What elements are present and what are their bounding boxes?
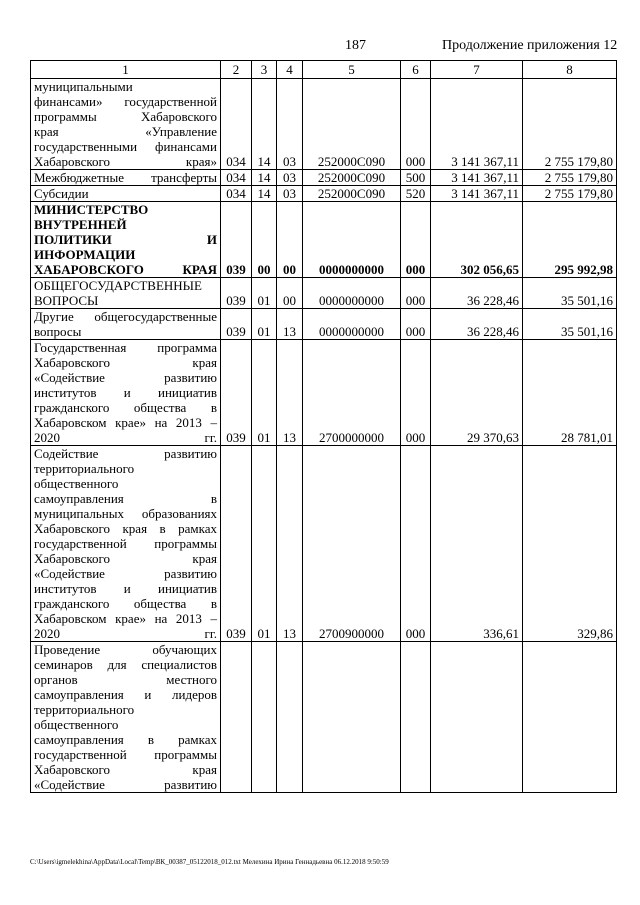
ministry-code: 034 <box>221 186 252 202</box>
ministry-code: 034 <box>221 170 252 186</box>
amount-2019: 3 141 367,11 <box>431 186 523 202</box>
target-article-code: 2700000000 <box>303 340 401 446</box>
section-code: 01 <box>252 309 277 340</box>
description-line: Государственная программа <box>34 340 217 355</box>
row-description <box>31 278 221 309</box>
expense-type-code: 000 <box>401 202 431 278</box>
row-description <box>31 446 221 642</box>
description-line: самоуправления в рамках <box>34 732 217 747</box>
column-header-4: 4 <box>277 61 303 79</box>
target-article-code: 252000С090 <box>303 186 401 202</box>
amount-2019: 29 370,63 <box>431 340 523 446</box>
description-line: муниципальных образованиях <box>34 506 217 521</box>
column-header-7: 7 <box>431 61 523 79</box>
description-line: общественного <box>34 717 119 732</box>
subsection-code: 13 <box>277 446 303 642</box>
column-header-8: 8 <box>523 61 617 79</box>
description-line: края «Управление <box>34 124 217 139</box>
description-line: «Содействие развитию <box>34 566 217 581</box>
description-line: Хабаровского края в рамках <box>34 521 217 536</box>
row-description <box>31 309 221 340</box>
description-line: государственными финансами <box>34 139 217 154</box>
amount-2019: 36 228,46 <box>431 309 523 340</box>
amount-2019: 302 056,65 <box>431 202 523 278</box>
table-row <box>31 278 617 309</box>
page-number: 187 <box>345 38 366 53</box>
subsection-code: 00 <box>277 278 303 309</box>
ministry-code: 039 <box>221 309 252 340</box>
row-description <box>31 186 221 202</box>
description-line: Хабаровского края <box>34 762 217 777</box>
ministry-code: 039 <box>221 340 252 446</box>
description-line: финансами» государственной <box>34 94 217 109</box>
subsection-code: 13 <box>277 340 303 446</box>
description-line: самоуправления и лидеров <box>34 687 217 702</box>
amount-2020: 329,86 <box>523 446 617 642</box>
description-line: Содействие развитию <box>34 446 217 461</box>
amount-2019: 3 141 367,11 <box>431 170 523 186</box>
subsection-code: 03 <box>277 79 303 170</box>
table-row <box>31 340 617 446</box>
description-line: Хабаровского края» <box>34 154 217 169</box>
expense-type-code: 000 <box>401 340 431 446</box>
ministry-code: 039 <box>221 278 252 309</box>
subsection-code: 03 <box>277 186 303 202</box>
section-code: 01 <box>252 278 277 309</box>
target-article-code <box>303 642 401 793</box>
expense-type-code: 500 <box>401 170 431 186</box>
description-line: институтов и инициатив <box>34 385 217 400</box>
amount-2020: 295 992,98 <box>523 202 617 278</box>
column-number-row <box>31 61 617 79</box>
ministry-code: 039 <box>221 446 252 642</box>
footer-file-path: C:\Users\igmelekhina\AppData\Local\Temp\ВК_00387_05122018_012.txt Мелехина Ирина Геннадьевна 06.12.2018 9:50:59 <box>30 858 389 866</box>
table-row <box>31 186 617 202</box>
amount-2020: 2 755 179,80 <box>523 79 617 170</box>
description-line: «Содействие развитию <box>34 370 217 385</box>
description-line: ОБЩЕГОСУДАРСТВЕННЫЕ <box>34 278 202 293</box>
description-line: государственной программы <box>34 747 217 762</box>
target-article-code: 252000С090 <box>303 79 401 170</box>
column-header-2: 2 <box>221 61 252 79</box>
description-line: общественного <box>34 476 119 491</box>
column-header-1: 1 <box>31 61 221 79</box>
expense-type-code: 000 <box>401 278 431 309</box>
target-article-code: 2700900000 <box>303 446 401 642</box>
description-line: Другие общегосударственные <box>34 309 217 324</box>
description-line: территориального <box>34 461 135 476</box>
expense-type-code: 520 <box>401 186 431 202</box>
ministry-code: 039 <box>221 202 252 278</box>
description-line: Межбюджетные трансферты <box>34 170 217 185</box>
row-description <box>31 170 221 186</box>
amount-2020: 35 501,16 <box>523 309 617 340</box>
description-line: МИНИСТЕРСТВО <box>34 202 149 217</box>
amount-2020: 35 501,16 <box>523 278 617 309</box>
ministry-code <box>221 642 252 793</box>
column-header-5: 5 <box>303 61 401 79</box>
subsection-code: 13 <box>277 309 303 340</box>
description-line: самоуправления в <box>34 491 217 506</box>
target-article-code: 252000С090 <box>303 170 401 186</box>
description-line: территориального <box>34 702 135 717</box>
description-line: Субсидии <box>34 186 89 201</box>
amount-2020 <box>523 642 617 793</box>
table-row <box>31 202 617 278</box>
section-code: 14 <box>252 170 277 186</box>
table-row <box>31 309 617 340</box>
description-line: институтов и инициатив <box>34 581 217 596</box>
description-line: Хабаровском крае» на 2013 – <box>34 611 217 626</box>
section-code: 00 <box>252 202 277 278</box>
section-code: 01 <box>252 446 277 642</box>
description-line: ИНФОРМАЦИИ <box>34 247 136 262</box>
row-description <box>31 340 221 446</box>
description-line: гражданского общества в <box>34 400 217 415</box>
table-row <box>31 79 617 170</box>
description-line: Хабаровском крае» на 2013 – <box>34 415 217 430</box>
subsection-code: 00 <box>277 202 303 278</box>
table-row <box>31 170 617 186</box>
section-code: 14 <box>252 186 277 202</box>
description-line: «Содействие развитию <box>34 777 217 792</box>
column-header-3: 3 <box>252 61 277 79</box>
expense-type-code: 000 <box>401 309 431 340</box>
target-article-code: 0000000000 <box>303 278 401 309</box>
table-row <box>31 446 617 642</box>
section-code <box>252 642 277 793</box>
expense-type-code: 000 <box>401 446 431 642</box>
description-line: муниципальными <box>34 79 133 94</box>
amount-2020: 2 755 179,80 <box>523 186 617 202</box>
target-article-code: 0000000000 <box>303 309 401 340</box>
description-line: Проведение обучающих <box>34 642 217 657</box>
subsection-code <box>277 642 303 793</box>
description-line: ВНУТРЕННЕЙ <box>34 217 127 232</box>
description-line: Хабаровского края <box>34 355 217 370</box>
column-header-6: 6 <box>401 61 431 79</box>
subsection-code: 03 <box>277 170 303 186</box>
description-line: органов местного <box>34 672 217 687</box>
description-line: ПОЛИТИКИ И <box>34 232 217 247</box>
row-description <box>31 202 221 278</box>
expense-type-code: 000 <box>401 79 431 170</box>
table-row <box>31 642 617 793</box>
description-line: вопросы <box>34 324 82 339</box>
section-code: 14 <box>252 79 277 170</box>
description-line: гражданского общества в <box>34 596 217 611</box>
amount-2020: 2 755 179,80 <box>523 170 617 186</box>
amount-2019 <box>431 642 523 793</box>
section-code: 01 <box>252 340 277 446</box>
description-line: Хабаровского края <box>34 551 217 566</box>
description-line: ВОПРОСЫ <box>34 293 99 308</box>
target-article-code: 0000000000 <box>303 202 401 278</box>
amount-2020: 28 781,01 <box>523 340 617 446</box>
description-line: 2020 гг. <box>34 430 217 445</box>
row-description <box>31 642 221 793</box>
amount-2019: 36 228,46 <box>431 278 523 309</box>
ministry-code: 034 <box>221 79 252 170</box>
description-line: семинаров для специалистов <box>34 657 217 672</box>
table-body <box>31 79 617 793</box>
description-line: государственной программы <box>34 536 217 551</box>
amount-2019: 336,61 <box>431 446 523 642</box>
row-description <box>31 79 221 170</box>
amount-2019: 3 141 367,11 <box>431 79 523 170</box>
expense-type-code <box>401 642 431 793</box>
description-line: программы Хабаровского <box>34 109 217 124</box>
budget-table <box>30 60 617 793</box>
description-line: ХАБАРОВСКОГО КРАЯ <box>34 262 217 277</box>
description-line: 2020 гг. <box>34 626 217 641</box>
appendix-continuation-label: Продолжение приложения 12 <box>442 38 618 53</box>
